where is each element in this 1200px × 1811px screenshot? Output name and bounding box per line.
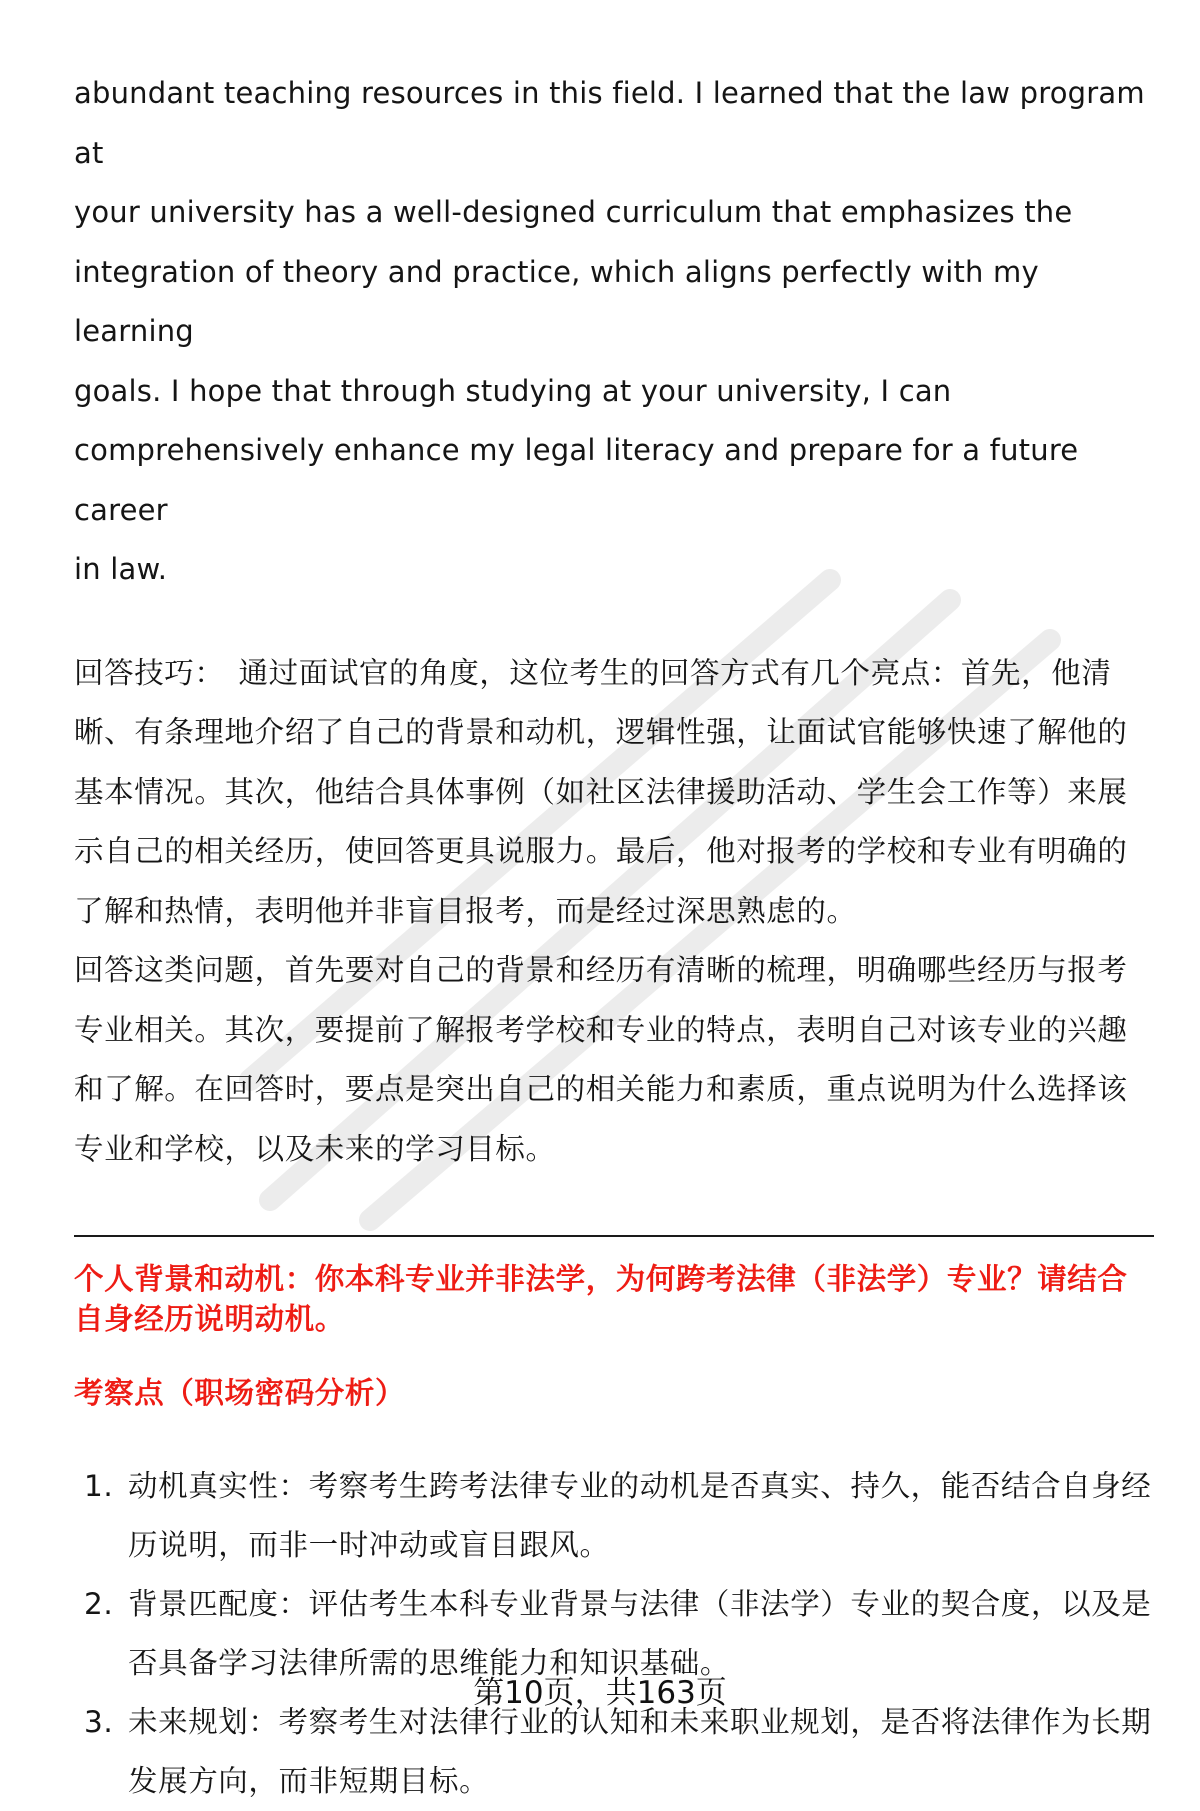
list-item-number: 3. [84,1705,114,1739]
tips-paragraph [74,644,1154,942]
intro-line: integration of theory and practice, which aligns perfectly with my learning [74,254,1039,348]
question-title: 个人背景和动机：你本科专业并非法学，为何跨考法律（非法学）专业？请结合自身经历说明动机。 [74,1262,1128,1336]
document-page [74,64,1154,1811]
assessment-points-heading: 考察点（职场密码分析） [74,1376,406,1410]
list-item-text: 背景匹配度：评估考生本科专业背景与法律（非法学）专业的契合度，以及是否具备学习法律所需的思维能力和知识基础。 [128,1587,1152,1680]
intro-line: abundant teaching resources in this field. I learned that the law program at [74,76,1145,170]
tips-label: 回答技巧： [74,655,225,690]
list-item-text: 未来规划：考察考生对法律行业的认知和未来职业规划，是否将法律作为长期发展方向，而非短期目标。 [128,1705,1152,1798]
tips-text: 通过面试官的角度，这位考生的回答方式有几个亮点：首先，他清晰、有条理地介绍了自己的背景和动机，逻辑性强，让面试官能够快速了解他的基本情况。其次，他结合具体事例（如社区法律援助活动、学生会工作等）来展示自己的相关经历，使回答更具说服力。最后，他对报考的学校和专业有明确的了解和热情，表明他并非盲目报考，而是经过深思熟虑的。 [74,655,1128,928]
assessment-points-list [74,1457,1154,1811]
intro-line: your university has a well-designed curriculum that emphasizes the [74,195,1073,229]
intro-line: goals. I hope that through studying at your university, I can [74,373,952,408]
list-item [74,1457,1154,1575]
intro-line: in law. [74,552,168,586]
list-item-number: 1. [84,1469,114,1503]
advice-paragraph: 回答这类问题，首先要对自己的背景和经历有清晰的梳理，明确哪些经历与报考专业相关。其次，要提前了解报考学校和专业的特点，表明自己对该专业的兴趣和了解。在回答时，要点是突出自己的相关能力和素质，重点说明为什么选择该专业和学校，以及未来的学习目标。 [74,953,1128,1166]
list-item-text: 动机真实性：考察考生跨考法律专业的动机是否真实、持久，能否结合自身经历说明，而非一时冲动或盲目跟风。 [128,1469,1152,1562]
page-number: 第10页，共163页 [473,1675,727,1711]
intro-line: comprehensively enhance my legal literacy and prepare for a future career [74,433,1079,527]
list-item-number: 2. [84,1587,114,1621]
section-divider [74,1235,1154,1237]
intro-paragraph [74,64,1154,600]
